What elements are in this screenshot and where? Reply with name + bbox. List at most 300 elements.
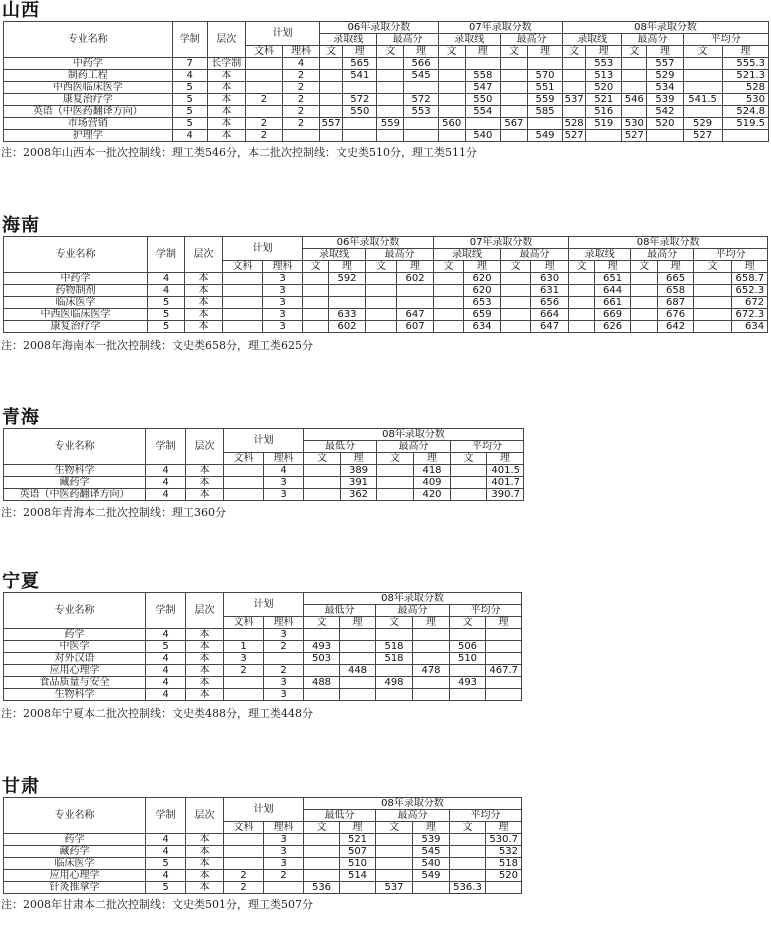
score-cell xyxy=(438,58,465,70)
score-cell: 389 xyxy=(341,465,377,477)
table-row xyxy=(4,870,522,882)
score-cell: 527 xyxy=(683,130,722,142)
score-cell: 634 xyxy=(732,321,768,333)
score-cell xyxy=(413,689,450,701)
years-cell: 4 xyxy=(146,477,186,489)
header-level: 层次 xyxy=(186,593,224,629)
score-cell xyxy=(450,629,486,641)
score-cell xyxy=(329,285,366,297)
header-sub: 平均分 xyxy=(683,34,768,46)
score-cell: 545 xyxy=(404,70,438,82)
header-w: 文 xyxy=(377,453,414,465)
score-cell xyxy=(340,677,376,689)
score-cell: 506 xyxy=(450,641,486,653)
score-cell: 478 xyxy=(413,665,450,677)
score-cell xyxy=(500,58,527,70)
score-cell: 518 xyxy=(376,641,413,653)
major-name-cell: 应用心理学 xyxy=(4,870,146,882)
major-name-cell: 中药学 xyxy=(4,273,148,285)
score-cell xyxy=(304,858,340,870)
table-body xyxy=(4,465,524,501)
score-cell xyxy=(304,689,340,701)
years-cell: 4 xyxy=(146,489,186,501)
score-cell xyxy=(434,285,464,297)
table-body xyxy=(4,629,522,701)
score-cell xyxy=(376,629,413,641)
score-cell xyxy=(340,689,376,701)
header-w: 文 xyxy=(376,617,413,629)
header-w: 文 xyxy=(569,261,595,273)
major-name-cell: 应用心理学 xyxy=(4,665,146,677)
score-cell xyxy=(563,82,586,94)
score-cell xyxy=(376,834,413,846)
score-cell xyxy=(647,130,683,142)
score-cell xyxy=(377,465,414,477)
score-table xyxy=(3,428,524,501)
plan-cell: 2 xyxy=(264,870,304,882)
years-cell: 4 xyxy=(146,870,186,882)
score-table xyxy=(3,236,768,333)
table-row xyxy=(4,689,522,701)
major-name-cell: 临床医学 xyxy=(4,858,146,870)
table-row xyxy=(4,465,524,477)
score-cell xyxy=(486,882,522,894)
score-cell xyxy=(631,321,658,333)
header-year: 06年录取分数 xyxy=(303,237,434,249)
level-cell: 本 xyxy=(186,846,224,858)
header-l: 理 xyxy=(487,453,524,465)
score-cell: 390.7 xyxy=(487,489,524,501)
level-cell: 本 xyxy=(186,653,224,665)
plan-cell: 3 xyxy=(264,834,304,846)
score-cell xyxy=(438,70,465,82)
header-years: 学制 xyxy=(146,798,186,834)
table-row xyxy=(4,653,522,665)
header-wen: 文科 xyxy=(224,617,264,629)
score-cell xyxy=(683,70,722,82)
major-name-cell: 生物科学 xyxy=(4,465,146,477)
level-cell: 本 xyxy=(186,834,224,846)
score-cell: 546 xyxy=(622,94,647,106)
score-cell xyxy=(320,106,343,118)
score-cell xyxy=(500,82,527,94)
score-cell xyxy=(500,130,527,142)
header-w: 文 xyxy=(304,617,340,629)
header-plan: 计划 xyxy=(223,237,303,261)
score-cell: 536 xyxy=(304,882,340,894)
header-sub: 最低分 xyxy=(304,605,376,617)
years-cell: 4 xyxy=(146,846,186,858)
score-cell xyxy=(377,70,404,82)
header-year: 06年录取分数 xyxy=(320,22,438,34)
header-w: 文 xyxy=(304,822,340,834)
years-cell: 5 xyxy=(148,309,185,321)
header-l: 理 xyxy=(732,261,768,273)
score-cell: 634 xyxy=(464,321,501,333)
section-gansu xyxy=(0,777,522,912)
score-cell xyxy=(501,297,531,309)
footnote: 注：2008年甘肃本二批次控制线：文史类501分，理工类507分 xyxy=(1,898,313,911)
level-cell: 本 xyxy=(185,297,223,309)
score-cell: 644 xyxy=(595,285,631,297)
major-name-cell: 英语（中医药翻译方向） xyxy=(4,489,146,501)
footnote: 注：2008年山西本一批次控制线：理工类546分，本二批次控制线：文史类510分，理工类511分 xyxy=(1,146,477,159)
plan-cell: 2 xyxy=(283,94,320,106)
score-table xyxy=(3,21,769,142)
score-cell xyxy=(340,653,376,665)
score-cell xyxy=(527,58,562,70)
score-cell: 510 xyxy=(340,858,376,870)
score-cell xyxy=(304,629,340,641)
years-cell: 4 xyxy=(146,677,186,689)
score-cell: 520 xyxy=(647,118,683,130)
years-cell: 5 xyxy=(146,858,186,870)
table-row xyxy=(4,130,769,142)
score-cell: 532 xyxy=(486,846,522,858)
score-cell: 539 xyxy=(413,834,450,846)
score-cell xyxy=(376,858,413,870)
header-l: 理 xyxy=(343,46,377,58)
header-w: 文 xyxy=(377,46,404,58)
province-title: 青海 xyxy=(2,407,40,428)
score-cell xyxy=(486,677,522,689)
table-body xyxy=(4,58,769,142)
score-cell: 527 xyxy=(564,130,584,141)
header-sub: 平均分 xyxy=(694,249,768,261)
score-cell: 521 xyxy=(586,94,622,106)
score-cell: 391 xyxy=(341,477,377,489)
header-l: 理 xyxy=(340,822,376,834)
score-cell xyxy=(320,82,343,94)
header-year: 08年录取分数 xyxy=(304,429,524,441)
score-cell: 537 xyxy=(376,882,413,894)
score-cell: 540 xyxy=(465,130,500,142)
score-cell: 547 xyxy=(465,82,500,94)
score-cell: 527 xyxy=(622,130,647,142)
score-cell xyxy=(343,118,377,130)
years-cell: 4 xyxy=(146,665,186,677)
score-cell: 498 xyxy=(376,677,413,689)
score-cell xyxy=(376,689,413,701)
score-cell: 659 xyxy=(464,309,501,321)
table-row xyxy=(4,641,522,653)
header-years: 学制 xyxy=(146,429,186,465)
major-name-cell: 康复治疗学 xyxy=(4,94,173,106)
plan-cell: 3 xyxy=(224,653,264,665)
header-l: 理 xyxy=(340,617,376,629)
score-cell xyxy=(450,834,486,846)
header-l: 理 xyxy=(722,46,768,58)
score-cell: 418 xyxy=(414,465,451,477)
plan-cell xyxy=(224,465,264,477)
header-major: 专业名称 xyxy=(4,593,146,629)
score-cell: 626 xyxy=(595,321,631,333)
plan-cell xyxy=(245,82,282,94)
plan-cell: 3 xyxy=(263,309,303,321)
score-cell xyxy=(303,321,329,333)
score-cell xyxy=(340,882,376,894)
score-cell xyxy=(586,130,622,142)
table-row xyxy=(4,629,522,641)
header-w: 文 xyxy=(304,453,341,465)
header-l: 理 xyxy=(527,46,562,58)
header-li: 理科 xyxy=(264,822,304,834)
score-cell xyxy=(450,858,486,870)
score-cell: 503 xyxy=(304,653,340,665)
score-cell: 545 xyxy=(413,846,450,858)
score-cell: 448 xyxy=(340,665,376,677)
plan-cell xyxy=(245,106,282,118)
score-cell xyxy=(340,629,376,641)
level-cell: 本 xyxy=(186,870,224,882)
score-cell xyxy=(343,82,377,94)
header-wen: 文科 xyxy=(224,453,264,465)
header-w: 文 xyxy=(563,46,586,58)
header-l: 理 xyxy=(531,261,569,273)
header-w: 文 xyxy=(320,46,343,58)
score-cell xyxy=(377,82,404,94)
level-cell: 本 xyxy=(186,677,224,689)
score-cell xyxy=(569,321,595,333)
plan-cell xyxy=(264,882,304,894)
header-plan: 计划 xyxy=(224,429,304,453)
plan-cell: 2 xyxy=(224,882,264,894)
major-name-cell: 药学 xyxy=(4,629,146,641)
table-row xyxy=(4,273,768,285)
header-l: 理 xyxy=(647,46,683,58)
plan-cell xyxy=(224,834,264,846)
plan-cell: 3 xyxy=(264,489,304,501)
score-cell: 520 xyxy=(586,82,622,94)
score-cell xyxy=(694,297,732,309)
score-cell: 558 xyxy=(465,70,500,82)
score-cell xyxy=(404,130,438,142)
score-cell: 572 xyxy=(343,94,377,106)
province-title: 山西 xyxy=(2,0,40,21)
major-name-cell: 中药学 xyxy=(4,58,173,70)
table-row xyxy=(4,321,768,333)
header-sub: 最高分 xyxy=(376,810,450,822)
score-cell: 549 xyxy=(527,130,562,142)
years-cell: 4 xyxy=(146,834,186,846)
score-cell: 420 xyxy=(414,489,451,501)
header-year: 08年录取分数 xyxy=(569,237,768,249)
header-w: 文 xyxy=(376,822,413,834)
header-major: 专业名称 xyxy=(4,798,146,834)
province-title: 甘肃 xyxy=(2,776,40,797)
header-sub: 平均分 xyxy=(450,605,522,617)
years-cell: 4 xyxy=(146,465,186,477)
score-cell xyxy=(450,846,486,858)
header-l: 理 xyxy=(658,261,694,273)
level-cell: 本 xyxy=(185,285,223,297)
score-cell xyxy=(303,309,329,321)
table-row xyxy=(4,489,524,501)
major-name-cell: 药学 xyxy=(4,834,146,846)
years-cell: 4 xyxy=(146,629,186,641)
plan-cell: 3 xyxy=(263,285,303,297)
score-cell: 528 xyxy=(722,82,768,94)
score-cell xyxy=(722,130,768,142)
plan-cell xyxy=(224,489,264,501)
score-cell: 550 xyxy=(343,106,377,118)
score-cell xyxy=(631,309,658,321)
score-cell: 488 xyxy=(304,677,340,689)
header-l: 理 xyxy=(465,46,500,58)
plan-cell: 2 xyxy=(224,870,264,882)
score-cell xyxy=(303,273,329,285)
score-cell xyxy=(377,489,414,501)
years-cell: 5 xyxy=(172,94,207,106)
score-cell xyxy=(397,297,434,309)
plan-cell: 2 xyxy=(245,118,282,130)
header-l: 理 xyxy=(341,453,377,465)
score-cell xyxy=(320,58,343,70)
score-cell xyxy=(569,309,595,321)
score-cell: 566 xyxy=(404,58,438,70)
score-cell: 493 xyxy=(304,641,340,653)
plan-cell: 1 xyxy=(224,641,264,653)
plan-cell: 3 xyxy=(264,677,304,689)
score-cell xyxy=(343,130,377,142)
header-level: 层次 xyxy=(207,22,245,58)
score-cell: 631 xyxy=(531,285,569,297)
major-name-cell: 对外汉语 xyxy=(4,653,146,665)
score-cell: 528 xyxy=(564,118,584,129)
score-cell: 565 xyxy=(343,58,377,70)
table-row xyxy=(4,82,769,94)
plan-cell: 2 xyxy=(283,70,320,82)
header-w: 文 xyxy=(451,453,487,465)
score-cell: 537 xyxy=(564,94,584,105)
score-cell xyxy=(320,130,343,142)
header-plan: 计划 xyxy=(245,22,319,46)
score-cell: 560 xyxy=(438,118,465,130)
level-cell: 本 xyxy=(185,309,223,321)
header-l: 理 xyxy=(404,46,438,58)
score-cell: 521 xyxy=(340,834,376,846)
score-cell xyxy=(304,870,340,882)
score-cell xyxy=(304,834,340,846)
score-cell xyxy=(694,273,732,285)
score-cell xyxy=(465,58,500,70)
major-name-cell: 藏药学 xyxy=(4,846,146,858)
score-cell: 602 xyxy=(329,321,366,333)
years-cell: 5 xyxy=(172,106,207,118)
score-cell: 555.3 xyxy=(722,58,768,70)
score-cell: 651 xyxy=(595,273,631,285)
score-cell xyxy=(622,82,647,94)
header-sub: 录取线 xyxy=(569,249,631,261)
table-row xyxy=(4,58,769,70)
score-cell: 620 xyxy=(464,273,501,285)
score-cell xyxy=(486,629,522,641)
score-cell: 529 xyxy=(683,118,722,130)
score-cell: 542 xyxy=(647,106,683,118)
plan-cell xyxy=(283,130,320,142)
header-wen: 文科 xyxy=(223,261,263,273)
header-years: 学制 xyxy=(148,237,185,273)
major-name-cell: 护理学 xyxy=(4,130,173,142)
header-major: 专业名称 xyxy=(4,237,148,273)
score-cell xyxy=(622,70,647,82)
plan-cell: 3 xyxy=(264,629,304,641)
score-cell xyxy=(486,653,522,665)
score-cell xyxy=(304,477,341,489)
header-year: 08年录取分数 xyxy=(563,22,769,34)
plan-cell xyxy=(224,629,264,641)
years-cell: 5 xyxy=(172,118,207,130)
level-cell: 本 xyxy=(186,641,224,653)
header-level: 层次 xyxy=(186,798,224,834)
header-w: 文 xyxy=(438,46,465,58)
score-cell xyxy=(569,297,595,309)
score-cell: 647 xyxy=(397,309,434,321)
score-cell xyxy=(451,477,487,489)
score-cell xyxy=(465,118,500,130)
score-cell: 362 xyxy=(341,489,377,501)
header-sub: 录取线 xyxy=(438,34,500,46)
score-cell: 550 xyxy=(465,94,500,106)
score-cell xyxy=(304,489,341,501)
header-level: 层次 xyxy=(185,237,223,273)
score-cell xyxy=(501,273,531,285)
score-cell: 530 xyxy=(722,94,768,106)
score-cell: 530 xyxy=(622,118,647,130)
score-table xyxy=(3,592,522,701)
years-cell: 7 xyxy=(172,58,207,70)
score-cell: 642 xyxy=(658,321,694,333)
header-l: 理 xyxy=(413,617,450,629)
score-cell xyxy=(413,641,450,653)
score-cell: 510 xyxy=(450,653,486,665)
score-cell xyxy=(303,297,329,309)
header-sub: 最高分 xyxy=(376,605,450,617)
score-cell xyxy=(501,285,531,297)
score-cell: 467.7 xyxy=(486,665,522,677)
score-cell xyxy=(451,489,487,501)
score-cell xyxy=(500,94,527,106)
header-w: 文 xyxy=(366,261,397,273)
level-cell: 本 xyxy=(186,465,224,477)
years-cell: 4 xyxy=(148,285,185,297)
score-cell: 602 xyxy=(397,273,434,285)
table-row xyxy=(4,846,522,858)
score-cell: 530.7 xyxy=(486,834,522,846)
score-cell xyxy=(438,130,465,142)
score-cell xyxy=(622,58,647,70)
score-cell xyxy=(434,321,464,333)
plan-cell: 2 xyxy=(245,94,282,106)
score-cell xyxy=(377,94,404,106)
years-cell: 5 xyxy=(146,641,186,653)
header-l: 理 xyxy=(397,261,434,273)
score-cell xyxy=(569,273,595,285)
header-li: 理科 xyxy=(264,617,304,629)
score-cell: 669 xyxy=(595,309,631,321)
plan-cell: 2 xyxy=(264,665,304,677)
header-sub: 录取线 xyxy=(563,34,622,46)
plan-cell xyxy=(224,689,264,701)
header-major: 专业名称 xyxy=(4,22,173,58)
score-cell xyxy=(438,94,465,106)
score-cell xyxy=(320,94,343,106)
years-cell: 5 xyxy=(148,297,185,309)
major-name-cell: 中医学 xyxy=(4,641,146,653)
header-w: 文 xyxy=(622,46,647,58)
header-li: 理科 xyxy=(283,46,320,58)
score-cell xyxy=(486,689,522,701)
